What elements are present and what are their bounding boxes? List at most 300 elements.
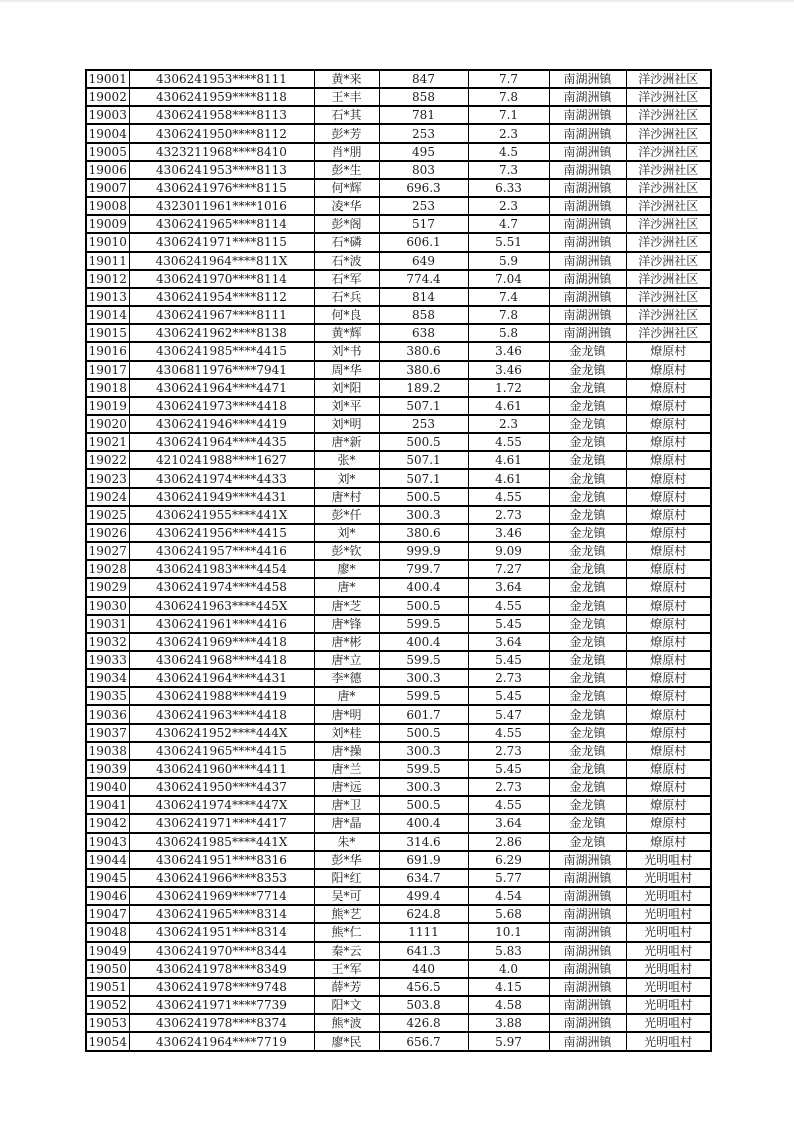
cell-village: 洋沙洲社区 bbox=[626, 233, 711, 251]
cell-rate: 7.27 bbox=[468, 560, 549, 578]
cell-town: 南湖洲镇 bbox=[549, 978, 626, 996]
cell-amount: 599.5 bbox=[379, 651, 468, 669]
cell-town: 金龙镇 bbox=[549, 833, 626, 851]
beneficiary-table-container bbox=[85, 69, 710, 1052]
cell-town: 金龙镇 bbox=[549, 669, 626, 687]
cell-town: 金龙镇 bbox=[549, 651, 626, 669]
cell-id-number: 4306241964****4471 bbox=[129, 379, 314, 397]
cell-name: 王*丰 bbox=[314, 88, 379, 106]
cell-id-number: 4306241973****4418 bbox=[129, 397, 314, 415]
cell-amount: 314.6 bbox=[379, 833, 468, 851]
table-row bbox=[86, 324, 711, 342]
cell-town: 金龙镇 bbox=[549, 597, 626, 615]
cell-id-number: 4306241949****4431 bbox=[129, 488, 314, 506]
cell-town: 南湖洲镇 bbox=[549, 270, 626, 288]
cell-village: 燎原村 bbox=[626, 506, 711, 524]
cell-serial-number: 19010 bbox=[86, 233, 129, 251]
cell-town: 金龙镇 bbox=[549, 524, 626, 542]
cell-village: 燎原村 bbox=[626, 724, 711, 742]
cell-serial-number: 19028 bbox=[86, 560, 129, 578]
cell-village: 燎原村 bbox=[626, 469, 711, 487]
cell-village: 洋沙洲社区 bbox=[626, 252, 711, 270]
cell-amount: 599.5 bbox=[379, 760, 468, 778]
cell-village: 燎原村 bbox=[626, 578, 711, 596]
cell-town: 南湖洲镇 bbox=[549, 106, 626, 124]
cell-serial-number: 19038 bbox=[86, 742, 129, 760]
cell-amount: 638 bbox=[379, 324, 468, 342]
cell-serial-number: 19012 bbox=[86, 270, 129, 288]
cell-id-number: 4210241988****1627 bbox=[129, 451, 314, 469]
cell-town: 南湖洲镇 bbox=[549, 252, 626, 270]
cell-amount: 189.2 bbox=[379, 379, 468, 397]
cell-name: 石*兵 bbox=[314, 288, 379, 306]
cell-name: 秦*云 bbox=[314, 942, 379, 960]
cell-name: 阳*文 bbox=[314, 996, 379, 1014]
cell-town: 金龙镇 bbox=[549, 469, 626, 487]
cell-serial-number: 19048 bbox=[86, 923, 129, 941]
cell-name: 朱* bbox=[314, 833, 379, 851]
cell-name: 刘* bbox=[314, 469, 379, 487]
cell-town: 南湖洲镇 bbox=[549, 324, 626, 342]
cell-name: 唐* bbox=[314, 578, 379, 596]
cell-id-number: 4306241956****4415 bbox=[129, 524, 314, 542]
cell-rate: 4.5 bbox=[468, 143, 549, 161]
cell-town: 金龙镇 bbox=[549, 433, 626, 451]
cell-name: 石*波 bbox=[314, 252, 379, 270]
cell-name: 王*军 bbox=[314, 960, 379, 978]
cell-name: 刘*书 bbox=[314, 342, 379, 360]
cell-rate: 5.51 bbox=[468, 233, 549, 251]
cell-serial-number: 19003 bbox=[86, 106, 129, 124]
cell-id-number: 4306241963****4418 bbox=[129, 705, 314, 723]
cell-serial-number: 19054 bbox=[86, 1032, 129, 1051]
cell-id-number: 4306241968****4418 bbox=[129, 651, 314, 669]
table-row bbox=[86, 869, 711, 887]
cell-rate: 4.61 bbox=[468, 469, 549, 487]
cell-id-number: 4306241970****8114 bbox=[129, 270, 314, 288]
cell-amount: 500.5 bbox=[379, 433, 468, 451]
table-row bbox=[86, 70, 711, 88]
cell-id-number: 4323211968****8410 bbox=[129, 143, 314, 161]
cell-name: 彭*生 bbox=[314, 161, 379, 179]
cell-village: 燎原村 bbox=[626, 361, 711, 379]
cell-town: 金龙镇 bbox=[549, 724, 626, 742]
cell-rate: 5.9 bbox=[468, 252, 549, 270]
cell-village: 光明咀村 bbox=[626, 869, 711, 887]
table-row bbox=[86, 978, 711, 996]
cell-serial-number: 19035 bbox=[86, 687, 129, 705]
cell-rate: 4.55 bbox=[468, 433, 549, 451]
table-row bbox=[86, 996, 711, 1014]
cell-id-number: 4306241961****4416 bbox=[129, 615, 314, 633]
table-row bbox=[86, 633, 711, 651]
cell-amount: 799.7 bbox=[379, 560, 468, 578]
cell-village: 燎原村 bbox=[626, 379, 711, 397]
cell-town: 南湖洲镇 bbox=[549, 851, 626, 869]
cell-id-number: 4306241964****811X bbox=[129, 252, 314, 270]
cell-serial-number: 19024 bbox=[86, 488, 129, 506]
cell-name: 彭*仟 bbox=[314, 506, 379, 524]
cell-serial-number: 19021 bbox=[86, 433, 129, 451]
cell-serial-number: 19013 bbox=[86, 288, 129, 306]
cell-village: 光明咀村 bbox=[626, 887, 711, 905]
table-row bbox=[86, 124, 711, 142]
cell-serial-number: 19017 bbox=[86, 361, 129, 379]
cell-village: 洋沙洲社区 bbox=[626, 88, 711, 106]
cell-rate: 1.72 bbox=[468, 379, 549, 397]
cell-rate: 7.4 bbox=[468, 288, 549, 306]
table-row bbox=[86, 597, 711, 615]
cell-id-number: 4306241964****4431 bbox=[129, 669, 314, 687]
cell-id-number: 4306241988****4419 bbox=[129, 687, 314, 705]
cell-name: 熊*艺 bbox=[314, 905, 379, 923]
cell-town: 南湖洲镇 bbox=[549, 905, 626, 923]
cell-village: 洋沙洲社区 bbox=[626, 143, 711, 161]
cell-name: 唐*彬 bbox=[314, 633, 379, 651]
cell-name: 肖*朋 bbox=[314, 143, 379, 161]
cell-town: 金龙镇 bbox=[549, 506, 626, 524]
cell-amount: 599.5 bbox=[379, 615, 468, 633]
cell-amount: 400.4 bbox=[379, 633, 468, 651]
cell-rate: 2.73 bbox=[468, 669, 549, 687]
cell-amount: 426.8 bbox=[379, 1014, 468, 1032]
cell-amount: 634.7 bbox=[379, 869, 468, 887]
cell-village: 燎原村 bbox=[626, 397, 711, 415]
cell-amount: 847 bbox=[379, 70, 468, 88]
cell-name: 熊*波 bbox=[314, 1014, 379, 1032]
cell-village: 洋沙洲社区 bbox=[626, 179, 711, 197]
cell-id-number: 4306241985****441X bbox=[129, 833, 314, 851]
cell-rate: 3.46 bbox=[468, 342, 549, 360]
cell-name: 石*其 bbox=[314, 106, 379, 124]
cell-rate: 2.3 bbox=[468, 124, 549, 142]
cell-serial-number: 19043 bbox=[86, 833, 129, 851]
table-row bbox=[86, 796, 711, 814]
cell-name: 周*华 bbox=[314, 361, 379, 379]
table-row bbox=[86, 106, 711, 124]
cell-name: 凌*华 bbox=[314, 197, 379, 215]
cell-id-number: 4306241969****4418 bbox=[129, 633, 314, 651]
cell-serial-number: 19008 bbox=[86, 197, 129, 215]
table-row bbox=[86, 578, 711, 596]
cell-rate: 2.73 bbox=[468, 506, 549, 524]
cell-rate: 5.45 bbox=[468, 760, 549, 778]
cell-id-number: 4306241974****4433 bbox=[129, 469, 314, 487]
cell-town: 南湖洲镇 bbox=[549, 996, 626, 1014]
cell-id-number: 4306241953****8111 bbox=[129, 70, 314, 88]
cell-id-number: 4306241953****8113 bbox=[129, 161, 314, 179]
cell-serial-number: 19032 bbox=[86, 633, 129, 651]
cell-rate: 4.61 bbox=[468, 451, 549, 469]
cell-name: 唐*明 bbox=[314, 705, 379, 723]
cell-amount: 499.4 bbox=[379, 887, 468, 905]
table-row bbox=[86, 687, 711, 705]
cell-id-number: 4306241952****444X bbox=[129, 724, 314, 742]
cell-serial-number: 19031 bbox=[86, 615, 129, 633]
cell-town: 金龙镇 bbox=[549, 342, 626, 360]
cell-name: 阳*红 bbox=[314, 869, 379, 887]
cell-village: 光明咀村 bbox=[626, 1032, 711, 1051]
cell-town: 南湖洲镇 bbox=[549, 233, 626, 251]
table-row bbox=[86, 288, 711, 306]
table-row bbox=[86, 215, 711, 233]
cell-amount: 400.4 bbox=[379, 814, 468, 832]
cell-name: 唐*立 bbox=[314, 651, 379, 669]
cell-amount: 656.7 bbox=[379, 1032, 468, 1051]
cell-rate: 2.73 bbox=[468, 778, 549, 796]
beneficiary-table bbox=[85, 69, 712, 1052]
cell-village: 燎原村 bbox=[626, 705, 711, 723]
cell-id-number: 4306241950****8112 bbox=[129, 124, 314, 142]
cell-name: 何*辉 bbox=[314, 179, 379, 197]
cell-town: 南湖洲镇 bbox=[549, 1014, 626, 1032]
table-row bbox=[86, 197, 711, 215]
cell-rate: 5.45 bbox=[468, 615, 549, 633]
table-row bbox=[86, 778, 711, 796]
cell-name: 廖*民 bbox=[314, 1032, 379, 1051]
cell-town: 金龙镇 bbox=[549, 451, 626, 469]
cell-town: 金龙镇 bbox=[549, 542, 626, 560]
cell-serial-number: 19015 bbox=[86, 324, 129, 342]
cell-serial-number: 19011 bbox=[86, 252, 129, 270]
cell-id-number: 4306241969****7714 bbox=[129, 887, 314, 905]
cell-rate: 4.61 bbox=[468, 397, 549, 415]
cell-village: 洋沙洲社区 bbox=[626, 197, 711, 215]
table-row bbox=[86, 669, 711, 687]
cell-village: 燎原村 bbox=[626, 488, 711, 506]
cell-rate: 4.0 bbox=[468, 960, 549, 978]
cell-town: 南湖洲镇 bbox=[549, 1032, 626, 1051]
cell-serial-number: 19022 bbox=[86, 451, 129, 469]
cell-town: 南湖洲镇 bbox=[549, 88, 626, 106]
cell-amount: 503.8 bbox=[379, 996, 468, 1014]
cell-village: 光明咀村 bbox=[626, 942, 711, 960]
cell-town: 金龙镇 bbox=[549, 361, 626, 379]
cell-name: 张* bbox=[314, 451, 379, 469]
table-row bbox=[86, 905, 711, 923]
cell-name: 唐*卫 bbox=[314, 796, 379, 814]
cell-rate: 2.73 bbox=[468, 742, 549, 760]
cell-rate: 5.77 bbox=[468, 869, 549, 887]
cell-village: 光明咀村 bbox=[626, 923, 711, 941]
cell-id-number: 4306241966****8353 bbox=[129, 869, 314, 887]
table-row bbox=[86, 306, 711, 324]
cell-id-number: 4306241971****8115 bbox=[129, 233, 314, 251]
cell-name: 唐*芝 bbox=[314, 597, 379, 615]
table-row bbox=[86, 1014, 711, 1032]
cell-amount: 300.3 bbox=[379, 742, 468, 760]
table-row bbox=[86, 833, 711, 851]
cell-village: 燎原村 bbox=[626, 342, 711, 360]
cell-name: 刘*明 bbox=[314, 415, 379, 433]
cell-serial-number: 19037 bbox=[86, 724, 129, 742]
cell-amount: 803 bbox=[379, 161, 468, 179]
cell-name: 廖* bbox=[314, 560, 379, 578]
cell-id-number: 4306241967****8111 bbox=[129, 306, 314, 324]
table-row bbox=[86, 379, 711, 397]
cell-name: 刘*平 bbox=[314, 397, 379, 415]
table-row bbox=[86, 814, 711, 832]
table-row bbox=[86, 233, 711, 251]
cell-serial-number: 19053 bbox=[86, 1014, 129, 1032]
cell-amount: 456.5 bbox=[379, 978, 468, 996]
cell-serial-number: 19051 bbox=[86, 978, 129, 996]
cell-amount: 253 bbox=[379, 197, 468, 215]
cell-name: 唐*操 bbox=[314, 742, 379, 760]
cell-village: 燎原村 bbox=[626, 814, 711, 832]
cell-serial-number: 19025 bbox=[86, 506, 129, 524]
cell-town: 金龙镇 bbox=[549, 796, 626, 814]
cell-rate: 3.64 bbox=[468, 578, 549, 596]
cell-town: 金龙镇 bbox=[549, 705, 626, 723]
cell-serial-number: 19006 bbox=[86, 161, 129, 179]
cell-amount: 380.6 bbox=[379, 361, 468, 379]
cell-serial-number: 19045 bbox=[86, 869, 129, 887]
cell-id-number: 4306241971****7739 bbox=[129, 996, 314, 1014]
cell-rate: 9.09 bbox=[468, 542, 549, 560]
table-row bbox=[86, 270, 711, 288]
table-row bbox=[86, 851, 711, 869]
cell-town: 南湖洲镇 bbox=[549, 288, 626, 306]
cell-name: 唐*兰 bbox=[314, 760, 379, 778]
cell-town: 南湖洲镇 bbox=[549, 124, 626, 142]
cell-village: 洋沙洲社区 bbox=[626, 306, 711, 324]
cell-village: 燎原村 bbox=[626, 833, 711, 851]
cell-town: 南湖洲镇 bbox=[549, 942, 626, 960]
cell-serial-number: 19020 bbox=[86, 415, 129, 433]
table-row bbox=[86, 342, 711, 360]
cell-rate: 5.45 bbox=[468, 687, 549, 705]
cell-amount: 624.8 bbox=[379, 905, 468, 923]
table-row bbox=[86, 88, 711, 106]
table-row bbox=[86, 488, 711, 506]
cell-name: 彭*阁 bbox=[314, 215, 379, 233]
cell-town: 金龙镇 bbox=[549, 742, 626, 760]
table-row bbox=[86, 760, 711, 778]
cell-name: 彭*华 bbox=[314, 851, 379, 869]
cell-id-number: 4306241951****8314 bbox=[129, 923, 314, 941]
cell-rate: 7.8 bbox=[468, 88, 549, 106]
cell-village: 燎原村 bbox=[626, 742, 711, 760]
cell-amount: 495 bbox=[379, 143, 468, 161]
page-top-edge bbox=[0, 0, 794, 2]
cell-id-number: 4306241965****8114 bbox=[129, 215, 314, 233]
cell-amount: 400.4 bbox=[379, 578, 468, 596]
cell-town: 南湖洲镇 bbox=[549, 70, 626, 88]
cell-name: 薛*芳 bbox=[314, 978, 379, 996]
cell-id-number: 4306811976****7941 bbox=[129, 361, 314, 379]
cell-rate: 5.97 bbox=[468, 1032, 549, 1051]
table-row bbox=[86, 415, 711, 433]
cell-id-number: 4306241964****4435 bbox=[129, 433, 314, 451]
cell-serial-number: 19033 bbox=[86, 651, 129, 669]
cell-town: 金龙镇 bbox=[549, 633, 626, 651]
cell-name: 唐*新 bbox=[314, 433, 379, 451]
cell-rate: 7.8 bbox=[468, 306, 549, 324]
cell-rate: 7.3 bbox=[468, 161, 549, 179]
cell-id-number: 4306241951****8316 bbox=[129, 851, 314, 869]
cell-amount: 814 bbox=[379, 288, 468, 306]
cell-village: 燎原村 bbox=[626, 542, 711, 560]
cell-serial-number: 19007 bbox=[86, 179, 129, 197]
cell-id-number: 4306241960****4411 bbox=[129, 760, 314, 778]
table-row bbox=[86, 960, 711, 978]
cell-town: 金龙镇 bbox=[549, 578, 626, 596]
cell-village: 洋沙洲社区 bbox=[626, 270, 711, 288]
cell-serial-number: 19009 bbox=[86, 215, 129, 233]
cell-rate: 6.29 bbox=[468, 851, 549, 869]
cell-village: 光明咀村 bbox=[626, 1014, 711, 1032]
cell-serial-number: 19036 bbox=[86, 705, 129, 723]
cell-village: 燎原村 bbox=[626, 615, 711, 633]
cell-town: 金龙镇 bbox=[549, 560, 626, 578]
cell-id-number: 4306241978****9748 bbox=[129, 978, 314, 996]
table-row bbox=[86, 161, 711, 179]
cell-town: 金龙镇 bbox=[549, 687, 626, 705]
cell-amount: 500.5 bbox=[379, 724, 468, 742]
cell-id-number: 4306241959****8118 bbox=[129, 88, 314, 106]
cell-serial-number: 19050 bbox=[86, 960, 129, 978]
cell-rate: 3.64 bbox=[468, 814, 549, 832]
cell-id-number: 4306241964****7719 bbox=[129, 1032, 314, 1051]
cell-rate: 4.55 bbox=[468, 796, 549, 814]
cell-amount: 300.3 bbox=[379, 778, 468, 796]
cell-rate: 5.8 bbox=[468, 324, 549, 342]
cell-rate: 6.33 bbox=[468, 179, 549, 197]
cell-amount: 774.4 bbox=[379, 270, 468, 288]
cell-village: 光明咀村 bbox=[626, 978, 711, 996]
cell-name: 唐*晶 bbox=[314, 814, 379, 832]
cell-serial-number: 19046 bbox=[86, 887, 129, 905]
cell-village: 光明咀村 bbox=[626, 851, 711, 869]
cell-town: 南湖洲镇 bbox=[549, 161, 626, 179]
cell-village: 燎原村 bbox=[626, 669, 711, 687]
cell-name: 何*良 bbox=[314, 306, 379, 324]
table-row bbox=[86, 143, 711, 161]
cell-id-number: 4306241971****4417 bbox=[129, 814, 314, 832]
cell-id-number: 4323011961****1016 bbox=[129, 197, 314, 215]
cell-village: 燎原村 bbox=[626, 433, 711, 451]
cell-rate: 4.55 bbox=[468, 724, 549, 742]
cell-id-number: 4306241962****8138 bbox=[129, 324, 314, 342]
cell-rate: 3.46 bbox=[468, 524, 549, 542]
table-row bbox=[86, 361, 711, 379]
table-row bbox=[86, 724, 711, 742]
cell-serial-number: 19001 bbox=[86, 70, 129, 88]
cell-id-number: 4306241976****8115 bbox=[129, 179, 314, 197]
cell-village: 燎原村 bbox=[626, 633, 711, 651]
cell-id-number: 4306241983****4454 bbox=[129, 560, 314, 578]
cell-rate: 4.55 bbox=[468, 597, 549, 615]
cell-name: 黄*辉 bbox=[314, 324, 379, 342]
cell-serial-number: 19026 bbox=[86, 524, 129, 542]
cell-name: 唐* bbox=[314, 687, 379, 705]
cell-amount: 517 bbox=[379, 215, 468, 233]
cell-amount: 606.1 bbox=[379, 233, 468, 251]
cell-rate: 4.15 bbox=[468, 978, 549, 996]
cell-rate: 3.46 bbox=[468, 361, 549, 379]
cell-id-number: 4306241974****4458 bbox=[129, 578, 314, 596]
cell-amount: 380.6 bbox=[379, 342, 468, 360]
cell-village: 燎原村 bbox=[626, 796, 711, 814]
cell-name: 李*德 bbox=[314, 669, 379, 687]
cell-village: 燎原村 bbox=[626, 778, 711, 796]
cell-serial-number: 19002 bbox=[86, 88, 129, 106]
cell-amount: 691.9 bbox=[379, 851, 468, 869]
cell-serial-number: 19016 bbox=[86, 342, 129, 360]
cell-rate: 3.64 bbox=[468, 633, 549, 651]
table-row bbox=[86, 252, 711, 270]
